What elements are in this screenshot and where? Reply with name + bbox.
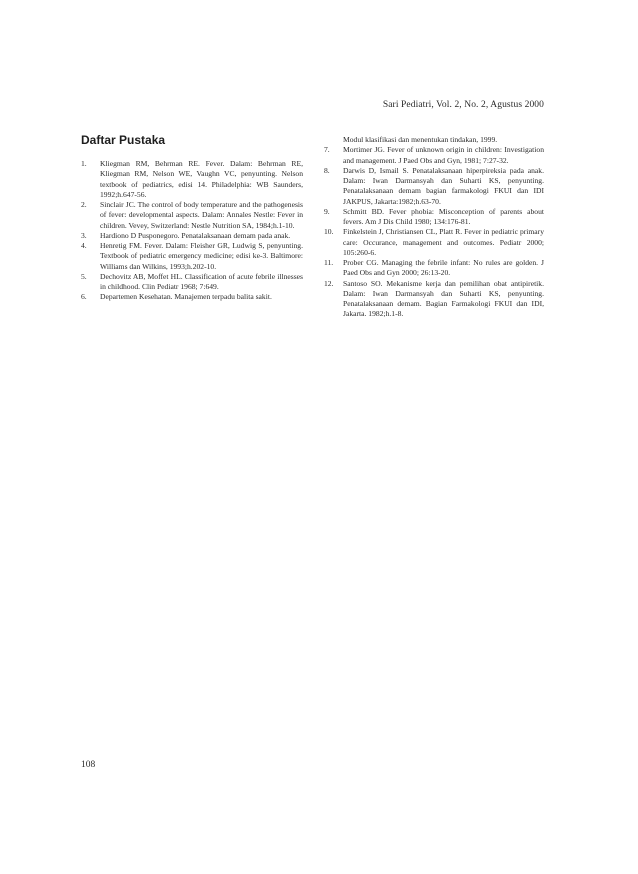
reference-number: 1. bbox=[81, 159, 87, 168]
reference-item bbox=[81, 200, 303, 231]
reference-text: Finkelstein J, Christiansen CL, Platt R. Fever in pediatric primary care: Occurance, management and outcomes. Pediatr 2000; 105:260-6. bbox=[343, 227, 544, 257]
reference-number: 9. bbox=[324, 206, 330, 216]
reference-number: 6. bbox=[81, 292, 87, 302]
reference-item bbox=[324, 145, 544, 166]
reference-number: 4. bbox=[81, 241, 87, 250]
reference-number: 2. bbox=[81, 200, 87, 209]
section-title: Daftar Pustaka bbox=[81, 133, 166, 147]
reference-item bbox=[81, 292, 303, 302]
reference-text: Santoso SO. Mekanisme kerja dan pemilihan obat antipiretik. Dalam: Iwan Darmansyah dan Suharti KS, penyunting. Penatalaksanaan demam. Bagian Farmakologi FKUI dan IDI, Jakarta. 1982;h.1-8. bbox=[343, 278, 544, 319]
reference-item bbox=[324, 227, 544, 258]
reference-item bbox=[324, 258, 544, 279]
reference-text: Dechovitz AB, Moffet HL. Classification of acute febrile illnesses in childhood. Clin Pediatr 1968; 7:649. bbox=[100, 271, 303, 291]
reference-text: Sinclair JC. The control of body temperature and the pathogenesis of fever: developmental aspects. Dalam: Annales Nestle: Fever in children. Vevey, Switzerland: Nestle Nutrition SA, 1984;h.1-10. bbox=[100, 200, 303, 230]
reference-number: 3. bbox=[81, 230, 87, 240]
reference-item bbox=[81, 272, 303, 293]
reference-text: Departemen Kesehatan. Manajemen terpadu balita sakit. bbox=[100, 292, 272, 302]
page-number: 108 bbox=[81, 760, 96, 770]
reference-number: 12. bbox=[324, 278, 334, 288]
reference-item bbox=[324, 207, 544, 228]
reference-number: 11. bbox=[324, 258, 334, 267]
reference-text: Schmitt BD. Fever phobia: Misconception of parents about fevers. Am J Dis Child 1980; 134:176-81. bbox=[343, 206, 544, 226]
reference-text: Hardiono D Pusponegoro. Penatalaksanaan demam pada anak. bbox=[100, 230, 291, 240]
reference-text: Prober CG. Managing the febrile infant: No rules are golden. J Paed Obs and Gyn 2000; 26:13-20. bbox=[343, 258, 544, 278]
reference-number: 7. bbox=[324, 145, 330, 155]
reference-list-right bbox=[324, 135, 544, 320]
reference-item bbox=[81, 231, 303, 241]
reference-item bbox=[324, 279, 544, 320]
reference-item bbox=[81, 241, 303, 272]
reference-number: 5. bbox=[81, 271, 87, 281]
reference-item bbox=[324, 166, 544, 207]
reference-item bbox=[81, 159, 303, 200]
reference-continuation: Modul klasifikasi dan menentukan tindakan, 1999. bbox=[343, 135, 498, 144]
reference-number: 8. bbox=[324, 165, 330, 175]
reference-text: Darwis D, Ismail S. Penatalaksanaan hiperpireksia pada anak. Dalam: Iwan Darmansyah dan Suharti KS, penyunting. Penatalaksanaan demam bagian farmakologi FKUI dan IDI JAKPUS, Jakarta:1982;h.63-70. bbox=[343, 165, 544, 206]
reference-list-left bbox=[81, 159, 303, 303]
reference-number: 10. bbox=[324, 227, 334, 237]
journal-header: Sari Pediatri, Vol. 2, No. 2, Agustus 2000 bbox=[382, 100, 544, 110]
reference-text: Henretig FM. Fever. Dalam: Fleisher GR, Ludwig S, penyunting. Textbook of pediatric emergency medicine; edisi ke-3. Baltimore: Williams dan Wilkins, 1993;h.202-10. bbox=[100, 241, 303, 271]
reference-text: Kliegman RM, Behrman RE. Fever. Dalam: Behrman RE, Kliegman RM, Nelson WE, Vaughn VC, penyunting. Nelson textbook of pediatrics, edisi 14. Philadelphia: WB Saunders, 1992;h.647-56. bbox=[100, 159, 303, 199]
reference-text: Mortimer JG. Fever of unknown origin in children: Investigation and management. J Paed Obs and Gyn, 1981; 7:27-32. bbox=[343, 145, 544, 165]
